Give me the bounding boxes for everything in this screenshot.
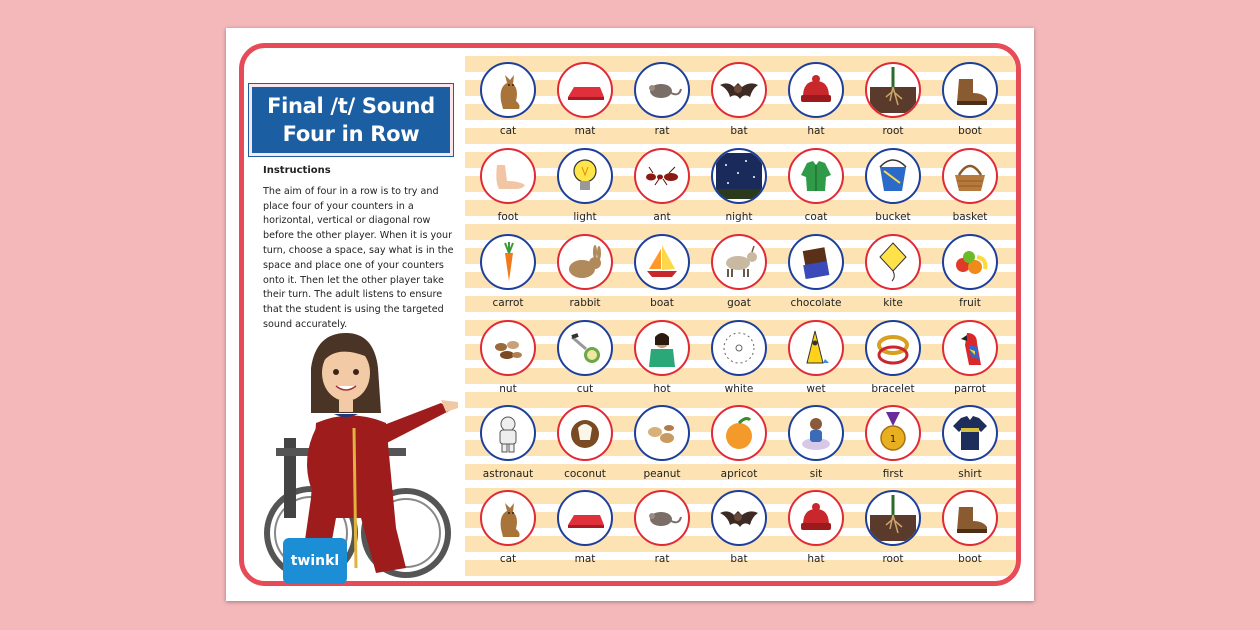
mat-icon (562, 495, 608, 541)
board-space[interactable] (778, 490, 854, 576)
word-label: light (573, 211, 597, 223)
light-bulb-icon (562, 153, 608, 199)
word-label: bat (730, 125, 748, 137)
word-label: coconut (564, 468, 606, 480)
picture-circle[interactable] (865, 234, 921, 290)
word-label: sit (809, 468, 823, 480)
instructions-text: The aim of four in a row is to try and place four of your counters in a horizontal, vertical or diagonal row before the other player. When it is your turn, choose a space, say what is in the space and place one of your counters onto it. Then let the other player take their turn. The adult listens to ensure that the student is using the targeted sound accurately. (263, 185, 454, 330)
picture-circle[interactable] (942, 148, 998, 204)
word-label: hat (807, 125, 825, 137)
picture-circle[interactable] (865, 62, 921, 118)
picture-circle[interactable] (480, 320, 536, 376)
picture-circle[interactable] (711, 405, 767, 461)
word-label: root (882, 125, 904, 137)
picture-circle[interactable] (711, 148, 767, 204)
ant-icon (639, 153, 685, 199)
picture-circle[interactable] (557, 490, 613, 546)
word-label: hat (807, 553, 825, 565)
title-line-1: Final /t/ Sound (267, 94, 435, 118)
board-space[interactable] (855, 148, 931, 234)
sit-icon (793, 410, 839, 456)
cat-icon (485, 67, 531, 113)
picture-circle[interactable] (942, 62, 998, 118)
coconut-icon (562, 410, 608, 456)
word-label: first (882, 468, 904, 480)
board-space[interactable] (778, 405, 854, 491)
word-label: fruit (959, 297, 981, 309)
word-label: chocolate (790, 297, 842, 309)
picture-circle[interactable] (711, 62, 767, 118)
word-label: bracelet (871, 383, 915, 395)
picture-circle[interactable] (711, 490, 767, 546)
word-label: coat (804, 211, 828, 223)
word-label: cat (499, 125, 517, 137)
board-space[interactable] (932, 234, 1008, 320)
board-space[interactable] (624, 62, 700, 148)
bracelet-icon (870, 325, 916, 371)
picture-circle[interactable] (942, 405, 998, 461)
board-space[interactable] (470, 234, 546, 320)
root-icon (870, 495, 916, 541)
word-label: rat (654, 553, 670, 565)
picture-circle[interactable] (480, 234, 536, 290)
picture-circle[interactable] (634, 405, 690, 461)
picture-circle[interactable] (557, 148, 613, 204)
board-space[interactable] (701, 62, 777, 148)
word-label: root (882, 553, 904, 565)
word-label: nut (499, 383, 517, 395)
picture-circle[interactable] (788, 62, 844, 118)
board-space[interactable] (624, 148, 700, 234)
bucket-icon (870, 153, 916, 199)
board-space[interactable] (624, 320, 700, 406)
picture-circle[interactable] (634, 148, 690, 204)
word-label: bucket (875, 211, 911, 223)
picture-circle[interactable] (865, 320, 921, 376)
board-space[interactable] (932, 148, 1008, 234)
word-label: white (724, 383, 754, 395)
hat-icon (793, 67, 839, 113)
peanut-icon (639, 410, 685, 456)
board-space[interactable] (624, 490, 700, 576)
picture-circle[interactable] (557, 62, 613, 118)
board-space[interactable] (701, 148, 777, 234)
board-space[interactable] (932, 320, 1008, 406)
hat-icon (793, 495, 839, 541)
word-label: rabbit (569, 297, 601, 309)
instructions-panel (263, 164, 459, 333)
board-space[interactable] (701, 405, 777, 491)
shirt-icon (947, 410, 993, 456)
goat-icon (716, 239, 762, 285)
board-space[interactable] (932, 405, 1008, 491)
rat-icon (639, 67, 685, 113)
rat-icon (639, 495, 685, 541)
board-space[interactable] (855, 62, 931, 148)
word-label: basket (952, 211, 988, 223)
picture-circle[interactable] (480, 490, 536, 546)
word-label: mat (574, 125, 596, 137)
hot-icon (639, 325, 685, 371)
root-icon (870, 67, 916, 113)
picture-circle[interactable] (557, 234, 613, 290)
board-space[interactable] (624, 234, 700, 320)
boat-icon (639, 239, 685, 285)
foot-icon (485, 153, 531, 199)
word-label: boot (958, 553, 982, 565)
picture-circle[interactable] (865, 490, 921, 546)
apricot-icon (716, 410, 762, 456)
picture-circle[interactable] (634, 490, 690, 546)
instructions-heading: Instructions (263, 165, 331, 176)
cat-icon (485, 495, 531, 541)
board-space[interactable] (547, 62, 623, 148)
picture-circle[interactable] (711, 234, 767, 290)
word-label: boot (958, 125, 982, 137)
word-label: bat (730, 553, 748, 565)
basket-icon (947, 153, 993, 199)
boot-icon (947, 67, 993, 113)
word-label: cut (576, 383, 594, 395)
board-space[interactable] (855, 320, 931, 406)
board-space[interactable] (778, 320, 854, 406)
picture-circle[interactable] (788, 148, 844, 204)
picture-circle[interactable] (634, 234, 690, 290)
title-line-2: Four in Row (282, 122, 420, 146)
board-space[interactable] (932, 490, 1008, 576)
title-box (249, 84, 453, 156)
word-label: hot (653, 383, 671, 395)
picture-circle[interactable] (788, 234, 844, 290)
picture-circle[interactable] (557, 320, 613, 376)
word-label: cat (499, 553, 517, 565)
word-label: apricot (720, 468, 758, 480)
kite-icon (870, 239, 916, 285)
board-space[interactable] (701, 490, 777, 576)
board-space[interactable] (778, 234, 854, 320)
fruit-icon (947, 239, 993, 285)
picture-circle[interactable] (865, 148, 921, 204)
word-label: goat (727, 297, 751, 309)
astronaut-icon (485, 410, 531, 456)
board-space[interactable] (547, 405, 623, 491)
word-label: night (725, 211, 753, 223)
picture-circle[interactable] (480, 405, 536, 461)
picture-circle[interactable] (634, 320, 690, 376)
board-space[interactable] (547, 148, 623, 234)
white-icon (716, 325, 762, 371)
boot-icon (947, 495, 993, 541)
picture-circle[interactable] (942, 234, 998, 290)
word-label: astronaut (482, 468, 534, 480)
picture-circle[interactable] (788, 320, 844, 376)
word-label: kite (883, 297, 903, 309)
board-space[interactable] (470, 490, 546, 576)
nut-icon (485, 325, 531, 371)
word-label: boat (650, 297, 674, 309)
word-label: peanut (643, 468, 681, 480)
picture-circle[interactable] (557, 405, 613, 461)
board-space[interactable] (932, 62, 1008, 148)
bat-icon (716, 67, 762, 113)
board-space[interactable] (470, 320, 546, 406)
board-space[interactable] (470, 148, 546, 234)
word-label: rat (654, 125, 670, 137)
cut-icon (562, 325, 608, 371)
picture-circle[interactable] (942, 490, 998, 546)
picture-circle[interactable] (711, 320, 767, 376)
picture-circle[interactable] (480, 62, 536, 118)
coat-icon (793, 153, 839, 199)
chocolate-icon (793, 239, 839, 285)
svg-text:1: 1 (889, 434, 897, 445)
wet-floor-icon (793, 325, 839, 371)
picture-circle[interactable] (788, 405, 844, 461)
picture-circle[interactable] (480, 148, 536, 204)
picture-circle[interactable] (634, 62, 690, 118)
night-sky-icon (716, 153, 762, 199)
word-label: ant (653, 211, 671, 223)
first-medal-icon (870, 410, 916, 456)
board-space[interactable] (547, 234, 623, 320)
board-space[interactable] (470, 405, 546, 491)
board-space[interactable] (855, 405, 931, 491)
board-space[interactable] (470, 62, 546, 148)
rabbit-icon (562, 239, 608, 285)
board-space[interactable] (778, 148, 854, 234)
board-space[interactable] (701, 320, 777, 406)
board-space[interactable] (855, 234, 931, 320)
mat-icon (562, 67, 608, 113)
picture-circle[interactable] (942, 320, 998, 376)
board-space[interactable] (624, 405, 700, 491)
word-label: parrot (954, 383, 986, 395)
word-label: mat (574, 553, 596, 565)
word-label: shirt (958, 468, 982, 480)
word-label: carrot (492, 297, 524, 309)
picture-circle[interactable] (865, 405, 921, 461)
board-space[interactable] (855, 490, 931, 576)
board-space[interactable] (701, 234, 777, 320)
twinkl-logo: twinkl (283, 538, 347, 584)
picture-circle[interactable] (788, 490, 844, 546)
parrot-icon (947, 325, 993, 371)
bat-icon (716, 495, 762, 541)
word-label: foot (497, 211, 519, 223)
board-space[interactable] (547, 490, 623, 576)
carrot-icon (485, 239, 531, 285)
board-space[interactable] (778, 62, 854, 148)
board-space[interactable] (547, 320, 623, 406)
word-label: wet (806, 383, 826, 395)
